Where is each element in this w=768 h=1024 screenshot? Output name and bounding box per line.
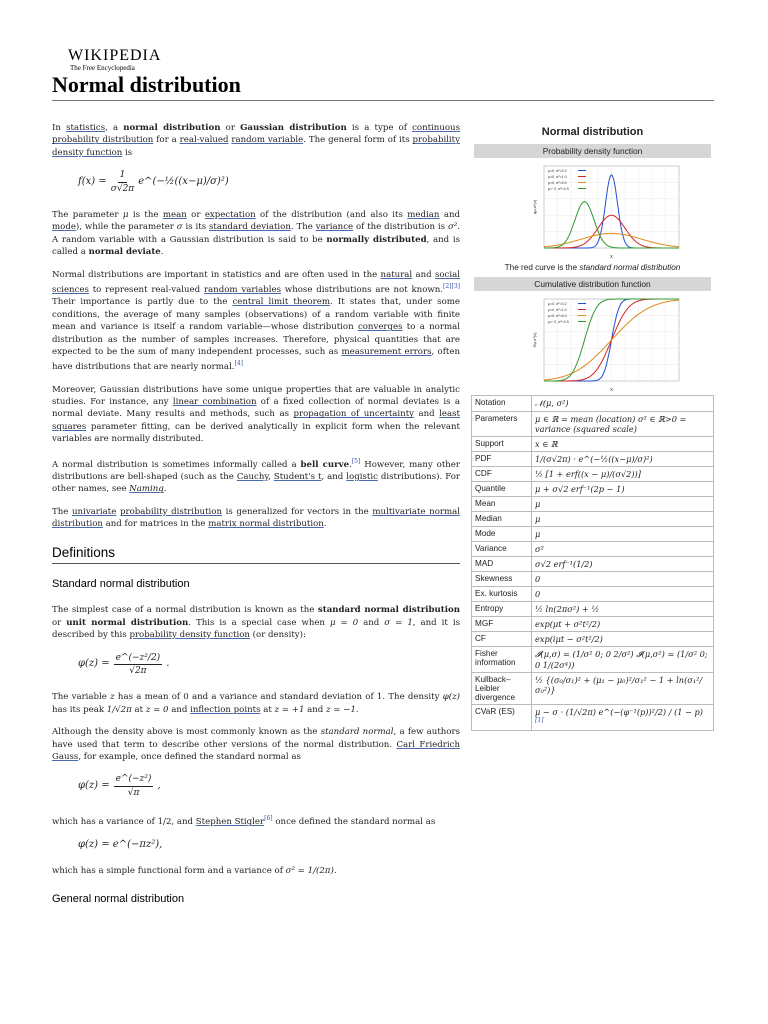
formula-numerator: e^(−z²) <box>114 773 154 786</box>
inline-link[interactable]: propagation of uncertainty <box>293 409 415 420</box>
infobox-row-label[interactable]: Fisher information <box>472 647 532 673</box>
text-run: . <box>355 704 359 715</box>
infobox-row-value: μ + σ√2 erf⁻¹(2p − 1) <box>532 482 714 497</box>
text-run: The parameter <box>52 210 123 221</box>
bold-term: standard normal distribution <box>317 605 460 616</box>
standard-normal-paragraph-3 <box>52 726 460 763</box>
section-heading-definitions: Definitions <box>52 544 116 560</box>
infobox-row-label[interactable]: Kullback–Leibler divergence <box>472 673 532 705</box>
infobox-row <box>472 705 714 731</box>
standard-normal-paragraph-2 <box>52 691 460 716</box>
pdf-header: Probability density function <box>474 144 711 158</box>
text-run: , <box>268 471 274 482</box>
infobox-row-label[interactable]: Ex. kurtosis <box>472 587 532 602</box>
intro-paragraph-2 <box>52 209 460 259</box>
standard-normal-paragraph-4 <box>52 813 460 828</box>
inline-link[interactable]: Student's t <box>273 471 322 482</box>
math-symbol: z = +1 <box>274 704 305 715</box>
infobox-row <box>472 647 714 673</box>
math-symbol: z = 0 <box>145 704 169 715</box>
infobox-row <box>472 673 714 705</box>
infobox-row-value: exp(μt + σ²t²/2) <box>532 617 714 632</box>
inline-link[interactable]: linear combination <box>172 397 257 408</box>
text-run: of the distribution is <box>353 222 448 233</box>
infobox-row-value: x ∈ ℝ <box>532 437 714 452</box>
inline-link[interactable]: social sciences <box>52 269 460 295</box>
formula-lhs: φ(z) = <box>78 780 110 792</box>
text-run: to a normal distribution as the number of samples increases. Therefore, physical quantities that are expected to be the sum of many independent processes, such as <box>52 322 460 357</box>
text-run: of a fixed collection of normal deviates is a normal deviate. Many results and methods, such as <box>52 397 460 420</box>
text-run: , for example, once defined the standard normal as <box>78 752 301 763</box>
formula-numerator: 1 <box>118 169 128 182</box>
x-axis-label: x <box>610 254 613 260</box>
intro-paragraph-1 <box>52 122 460 159</box>
inline-link[interactable]: median <box>407 210 440 221</box>
citation-ref[interactable]: [6] <box>264 815 273 823</box>
y-axis-label: Φμ,σ²(x) <box>532 332 537 348</box>
inline-link[interactable]: central limit theorem <box>232 297 331 308</box>
text-run: ), while the parameter <box>75 222 177 233</box>
inline-link[interactable]: continuous probability distribution <box>52 123 460 146</box>
text-run: Moreover, Gaussian distributions have some unique properties that are valuable in analytic studies. For instance, any <box>52 384 460 408</box>
pdf-caption-emphasis[interactable]: standard normal distribution <box>579 263 681 272</box>
inline-link[interactable]: Stephen Stigler <box>195 817 265 828</box>
text-run: . <box>323 519 327 530</box>
infobox-row-label[interactable]: CDF <box>472 467 532 482</box>
formula-exponential: e^(−½((x−μ)/σ)²) <box>138 175 229 187</box>
infobox-row <box>472 572 714 587</box>
text-run: , and it is described by this <box>52 617 460 641</box>
cdf-header: Cumulative distribution function <box>474 277 711 291</box>
inline-link[interactable]: random variables <box>203 284 282 295</box>
infobox-row <box>472 482 714 497</box>
inline-link[interactable]: logistic <box>346 471 378 482</box>
formula-lhs: φ(z) = <box>78 658 110 670</box>
text-run: and <box>414 409 440 420</box>
math-symbol: standard normal <box>320 727 394 738</box>
citation-ref[interactable]: [5] <box>351 457 361 465</box>
text-run: , a <box>105 123 124 133</box>
standard-normal-paragraph-5 <box>52 865 460 877</box>
text-run: parameter fitting, can be derived analytically in explicit form when the relevant variables are normally distributed. <box>52 421 460 445</box>
text-run: and for matrices in the <box>102 519 209 530</box>
inline-link[interactable]: probability distribution <box>119 506 222 517</box>
legend-label: μ=−2, σ²=0.5 <box>548 187 569 191</box>
infobox-row <box>472 497 714 512</box>
inline-link[interactable]: Cauchy <box>236 471 269 482</box>
infobox-row <box>472 602 714 617</box>
subsection-heading-general: General normal distribution <box>52 893 185 906</box>
standard-normal-paragraph-1 <box>52 604 460 641</box>
infobox-row-value: 𝓘(μ,σ) = (1/σ² 0; 0 2/σ²) 𝓘(μ,σ²) = (1/σ² 0; 0 1/(2σ⁴)) <box>532 647 714 673</box>
infobox-row-label[interactable]: Parameters <box>472 412 532 437</box>
infobox-row <box>472 412 714 437</box>
math-symbol: σ = 1 <box>384 617 413 628</box>
text-run: distributions). For other names, see <box>52 471 460 495</box>
pdf-caption <box>471 262 714 277</box>
text-run: is the <box>128 210 163 221</box>
infobox-row-value: μ ∈ ℝ = mean (location) σ² ∈ ℝ>0 = variance (squared scale) <box>532 412 714 437</box>
legend-label: μ=0, σ²=1.0 <box>548 175 567 179</box>
text-run: . This is a special case when <box>188 617 330 628</box>
gauss-formula <box>78 773 460 799</box>
inline-link[interactable]: real-valued <box>179 135 229 146</box>
text-run: . <box>163 484 167 495</box>
x-axis-label: x <box>610 387 613 393</box>
infobox-row-value: exp(iμt − σ²t²/2) <box>532 632 714 647</box>
formula-denominator: √2π <box>129 665 147 676</box>
inline-link[interactable]: Naming <box>129 484 164 495</box>
inline-link[interactable]: inflection points <box>190 704 261 715</box>
text-run: , a few authors have used that term to describe other versions of the normal distribution. <box>52 727 461 750</box>
y-axis-label: φμ,σ²(x) <box>532 199 537 215</box>
infobox-row-label[interactable]: MGF <box>472 617 532 632</box>
text-run: to represent real-valued <box>88 284 204 295</box>
infobox-title: Normal distribution <box>541 126 644 138</box>
math-symbol: z = −1 <box>326 704 356 715</box>
infobox-row-value: 0 <box>532 572 714 587</box>
cdf-plot-svg <box>474 291 711 395</box>
text-run: However, many other distributions are bell-shaped (such as the <box>52 459 460 482</box>
infobox-row-label[interactable]: Median <box>472 512 532 527</box>
infobox-row <box>472 587 714 602</box>
formula-fraction <box>114 773 154 799</box>
text-run: which has a simple functional form and a variance of <box>52 865 286 876</box>
math-symbol: 1/√2π <box>106 704 132 715</box>
infobox-row <box>472 437 714 452</box>
infobox-row-label[interactable]: CVaR (ES) <box>472 705 532 731</box>
infobox-row-value: μ − σ · (1/√2π) e^(−(φ⁻¹(p))²/2) / (1 − p)[1] <box>532 705 714 731</box>
text-run: has a mean of 0 and a variance and standard deviation of 1. The density <box>114 692 443 703</box>
text-run: . <box>349 459 352 470</box>
text-run: or <box>186 210 205 221</box>
math-symbol: σ² = 1/(2π) <box>285 865 334 876</box>
text-run: (or density): <box>249 630 306 641</box>
legend-label: μ=0, σ²=0.2 <box>548 302 567 306</box>
text-run: and <box>412 269 435 280</box>
infobox-row-label[interactable]: Support <box>472 437 532 452</box>
infobox-row-value: ½ {(σ₀/σ₁)² + (μ₁ − μ₀)²/σ₁² − 1 + ln(σ₁²/σ₀²)} <box>532 673 714 705</box>
text-run: , often have distributions that are nearly normal. <box>52 346 460 373</box>
infobox-row-value: 𝒩(μ, σ²) <box>532 396 714 412</box>
math-symbol: μ = 0 <box>329 617 359 628</box>
infobox-row-label[interactable]: Notation <box>472 396 532 412</box>
formula-fraction <box>114 652 163 678</box>
text-run: . The <box>290 222 316 233</box>
citation-ref[interactable]: [1] <box>535 717 544 724</box>
formula-denominator: √π <box>127 787 140 798</box>
pdf-plot[interactable] <box>474 158 711 262</box>
formula-punctuation: , <box>157 780 161 792</box>
intro-paragraph-3 <box>52 269 460 374</box>
text-run: at <box>131 704 146 715</box>
text-run: or <box>52 617 67 628</box>
inline-link[interactable]: expectation <box>204 210 256 221</box>
math-symbol: σ² <box>447 222 458 233</box>
math-symbol: z <box>110 692 115 703</box>
text-run: and <box>304 704 327 715</box>
inline-link[interactable]: univariate <box>72 506 117 517</box>
inline-link[interactable]: standard deviation <box>209 222 291 233</box>
inline-link[interactable]: random variable <box>231 135 304 146</box>
infobox-row-value: 1/(σ√2π) · e^(−½((x−μ)/σ)²) <box>532 452 714 467</box>
page-title: Normal distribution <box>52 72 241 97</box>
formula-lhs: f(x) = <box>78 175 107 187</box>
text-run: is its <box>182 222 210 233</box>
legend-label: μ=0, σ²=0.2 <box>548 169 567 173</box>
inline-link[interactable]: variance <box>315 222 354 233</box>
text-run: . It states that, under some conditions, the average of many samples (observations) of a random variable with finite mean and variance is itself a random variable—whose distribution <box>52 297 461 333</box>
bold-term: normally distributed <box>326 234 427 245</box>
bold-term: bell curve <box>300 459 350 470</box>
infobox-row-value: σ² <box>532 542 714 557</box>
infobox-row <box>472 542 714 557</box>
formula-fraction <box>111 169 135 195</box>
text-run: The <box>52 506 72 517</box>
formula-denominator: σ√2π <box>110 183 135 194</box>
title-divider <box>52 100 714 101</box>
wikipedia-wordmark[interactable]: WIKIPEDIA <box>68 47 162 64</box>
intro-paragraph-4 <box>52 384 460 446</box>
math-symbol: μ <box>122 210 129 221</box>
text-run: is generalized for vectors in the <box>222 506 373 517</box>
intro-paragraph-6 <box>52 506 460 531</box>
infobox-row <box>472 617 714 632</box>
infobox-row-label[interactable]: MAD <box>472 557 532 572</box>
text-run: The variable <box>52 692 111 703</box>
infobox-row-value: σ√2 erf⁻¹(1/2) <box>532 557 714 572</box>
bold-term: normal deviate <box>88 247 161 258</box>
intro-paragraph-5 <box>52 456 460 496</box>
math-symbol: σ <box>176 222 183 233</box>
legend-label: μ=−2, σ²=0.5 <box>548 320 569 324</box>
legend-label: μ=0, σ²=1.0 <box>548 308 567 312</box>
text-run: Although the density above is most commonly known as the <box>52 727 321 738</box>
infobox-row <box>472 512 714 527</box>
infobox-row-value: ½ [1 + erf((x − μ)/(σ√2))] <box>532 467 714 482</box>
infobox-row-label[interactable]: Quantile <box>472 482 532 497</box>
text-run: and <box>168 704 191 715</box>
text-run: . A random variable with a Gaussian distribution is said to be <box>52 222 460 245</box>
legend-label: μ=0, σ²=5.0 <box>548 314 567 318</box>
text-run: for a <box>153 135 180 146</box>
infobox-row <box>472 632 714 647</box>
inline-link[interactable]: Carl Friedrich Gauss <box>52 739 460 763</box>
infobox-row-label[interactable]: CF <box>472 632 532 647</box>
text-run: and <box>358 617 385 628</box>
inline-link[interactable]: least squares <box>52 409 461 432</box>
text-run: of the distribution (and also its <box>255 210 408 221</box>
text-run: , and is called a <box>52 234 460 258</box>
article-body <box>52 122 460 920</box>
inline-link[interactable]: statistics <box>66 123 106 133</box>
infobox-row-label[interactable]: Mean <box>472 497 532 512</box>
text-run: In <box>52 123 67 133</box>
infobox-row-value: ½ ln(2πσ²) + ½ <box>532 602 714 617</box>
text-run: or <box>220 123 241 133</box>
legend-label: μ=0, σ²=5.0 <box>548 181 567 185</box>
subsection-heading-standard: Standard normal distribution <box>52 577 190 590</box>
infobox-row <box>472 467 714 482</box>
text-run: Their importance is partly due to the <box>52 297 233 308</box>
text-run: once defined the standard normal as <box>272 817 436 828</box>
stigler-formula <box>78 839 460 851</box>
inline-link[interactable]: multivariate normal distribution <box>52 506 460 530</box>
text-run: is a type of <box>346 123 413 133</box>
formula-expression: φ(z) = e^(−πz²), <box>78 838 163 850</box>
infobox-row <box>472 452 714 467</box>
inline-link[interactable]: probability density function <box>52 135 460 158</box>
infobox <box>471 122 714 731</box>
bold-term: normal distribution <box>123 123 221 133</box>
wikipedia-tagline: The Free Encyclopedia <box>70 64 135 72</box>
citation-ref[interactable]: [2][3] <box>443 283 460 291</box>
infobox-row-value: μ <box>532 512 714 527</box>
text-run: A normal distribution is sometimes informally called a <box>52 459 301 470</box>
inline-link[interactable]: probability density function <box>129 630 250 641</box>
cdf-plot[interactable] <box>474 291 711 395</box>
infobox-row-value: μ <box>532 527 714 542</box>
text-run: . <box>333 865 337 876</box>
bold-term: Gaussian distribution <box>240 123 347 133</box>
formula-punctuation: . <box>166 658 170 670</box>
infobox-row-value: 0 <box>532 587 714 602</box>
text-run: . The general form of its <box>303 135 413 146</box>
inline-link[interactable]: mode <box>52 222 76 233</box>
formula-numerator: e^(−z²/2) <box>114 652 163 665</box>
standard-normal-formula <box>78 652 460 678</box>
infobox-row-label[interactable]: Mode <box>472 527 532 542</box>
citation-ref[interactable]: [4] <box>234 360 243 368</box>
infobox-row <box>472 396 714 412</box>
math-symbol: φ(z) <box>442 692 460 703</box>
inline-link[interactable]: natural <box>380 269 413 280</box>
infobox-row-label[interactable]: PDF <box>472 452 532 467</box>
inline-link[interactable]: matrix normal distribution <box>208 519 324 530</box>
text-run: whose distributions are not known. <box>281 284 443 295</box>
inline-link[interactable]: converges <box>357 322 403 333</box>
infobox-row <box>472 527 714 542</box>
infobox-row-label[interactable]: Skewness <box>472 572 532 587</box>
text-run: is <box>122 147 133 158</box>
inline-link[interactable]: mean <box>162 210 187 221</box>
inline-link[interactable]: measurement errors <box>341 346 432 357</box>
bold-term: unit normal distribution <box>66 617 189 628</box>
infobox-row-value: μ <box>532 497 714 512</box>
infobox-row <box>472 557 714 572</box>
text-run: and <box>439 210 460 221</box>
pdf-plot-svg <box>474 158 711 262</box>
text-run: which has a variance of 1/2, and <box>52 817 196 828</box>
text-run: Normal distributions are important in statistics and are often used in the <box>52 269 381 280</box>
text-run: . <box>160 247 164 258</box>
infobox-row-label[interactable]: Entropy <box>472 602 532 617</box>
pdf-caption-text: The red curve is the <box>504 263 580 272</box>
infobox-row-label[interactable]: Variance <box>472 542 532 557</box>
pdf-formula <box>78 169 460 195</box>
section-divider <box>52 563 460 564</box>
text-run: The simplest case of a normal distribution is known as the <box>52 605 318 616</box>
text-run: at <box>260 704 275 715</box>
text-run: , and <box>321 471 347 482</box>
infobox-properties-table <box>471 395 714 731</box>
text-run: has its peak <box>52 704 107 715</box>
